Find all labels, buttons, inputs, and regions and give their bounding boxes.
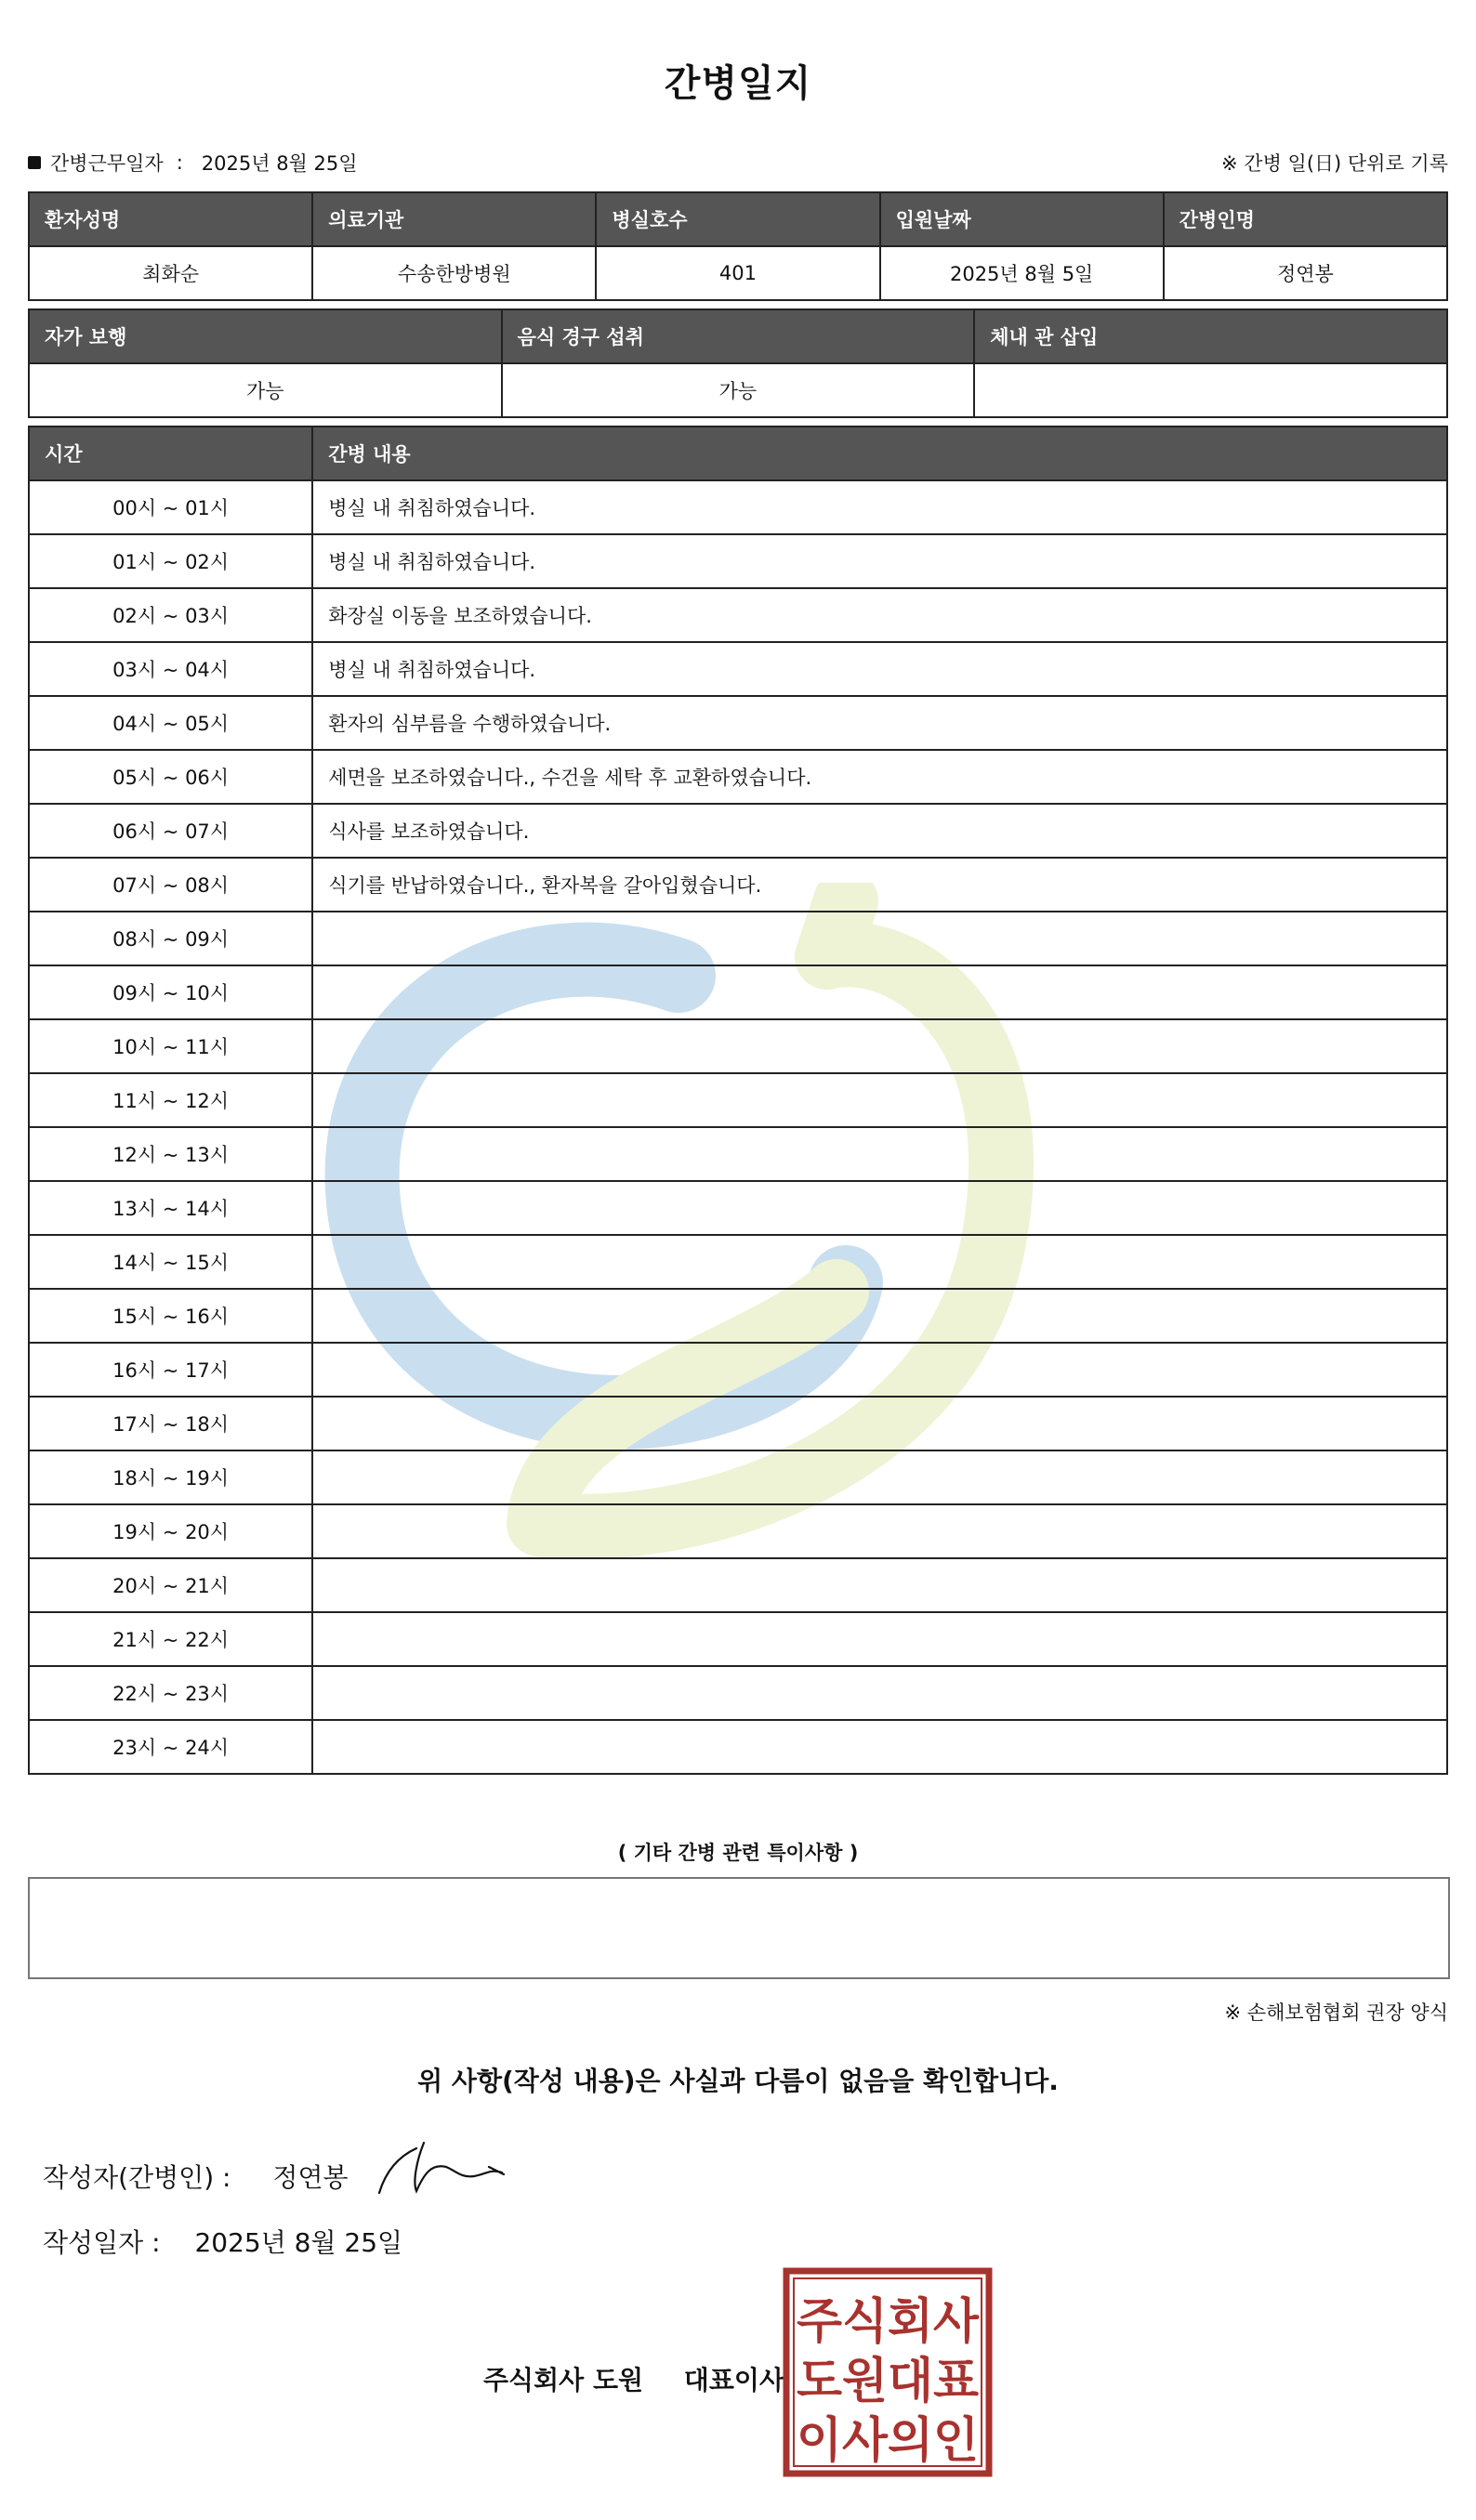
header-hospital: 의료기관 <box>312 192 596 246</box>
header-oral-intake: 음식 경구 섭취 <box>502 309 975 363</box>
self-walking-value: 가능 <box>29 363 502 417</box>
table-row <box>29 1073 1447 1127</box>
time-cell: 18시 ~ 19시 <box>29 1450 312 1504</box>
seal-text-line: 도원대표 <box>797 2354 979 2409</box>
patient-info-table <box>28 191 1448 301</box>
time-cell: 19시 ~ 20시 <box>29 1504 312 1558</box>
time-cell: 08시 ~ 09시 <box>29 912 312 965</box>
company-line <box>483 2360 784 2397</box>
content-cell <box>312 1450 1447 1504</box>
patient-info-header-row <box>29 192 1447 246</box>
company-name: 주식회사 도원 <box>483 2365 644 2395</box>
content-cell <box>312 1019 1447 1073</box>
time-cell: 20시 ~ 21시 <box>29 1558 312 1612</box>
table-row <box>29 858 1447 912</box>
content-cell: 병실 내 취침하였습니다. <box>312 534 1447 588</box>
content-cell <box>312 1720 1447 1774</box>
time-cell: 21시 ~ 22시 <box>29 1612 312 1666</box>
time-cell: 13시 ~ 14시 <box>29 1181 312 1235</box>
header-care-content: 간병 내용 <box>312 427 1447 480</box>
time-cell: 05시 ~ 06시 <box>29 750 312 804</box>
content-cell <box>312 1181 1447 1235</box>
header-tube-insertion: 체내 관 삽입 <box>974 309 1447 363</box>
header-self-walking: 자가 보행 <box>29 309 502 363</box>
written-date-line <box>43 2223 402 2260</box>
time-cell: 14시 ~ 15시 <box>29 1235 312 1289</box>
table-row <box>29 534 1447 588</box>
table-row <box>29 1720 1447 1774</box>
care-log-body <box>29 480 1447 1774</box>
content-cell <box>312 1397 1447 1450</box>
admission-date-value: 2025년 8월 5일 <box>880 246 1164 300</box>
work-date-value: 2025년 8월 25일 <box>201 152 358 175</box>
caregiver-name-value: 정연봉 <box>1164 246 1447 300</box>
content-cell: 병실 내 취침하였습니다. <box>312 642 1447 696</box>
content-cell <box>312 965 1447 1019</box>
status-header-row <box>29 309 1447 363</box>
patient-status-table <box>28 308 1448 418</box>
status-value-row <box>29 363 1447 417</box>
care-log-header-row <box>29 427 1447 480</box>
work-date <box>28 149 358 177</box>
table-row <box>29 1343 1447 1397</box>
table-row <box>29 1558 1447 1612</box>
time-cell: 03시 ~ 04시 <box>29 642 312 696</box>
content-cell <box>312 1127 1447 1181</box>
patient-info-value-row <box>29 246 1447 300</box>
content-cell <box>312 1504 1447 1558</box>
content-cell: 화장실 이동을 보조하였습니다. <box>312 588 1447 642</box>
notes-title: ( 기타 간병 관련 특이사항 ) <box>617 1842 859 1864</box>
time-cell: 06시 ~ 07시 <box>29 804 312 858</box>
time-cell: 16시 ~ 17시 <box>29 1343 312 1397</box>
content-cell <box>312 1558 1447 1612</box>
time-cell: 09시 ~ 10시 <box>29 965 312 1019</box>
time-cell: 15시 ~ 16시 <box>29 1289 312 1343</box>
oral-intake-value: 가능 <box>502 363 975 417</box>
table-row <box>29 965 1447 1019</box>
notes-box <box>28 1877 1450 1979</box>
seal-text-line: 이사의인 <box>797 2413 979 2469</box>
time-cell: 10시 ~ 11시 <box>29 1019 312 1073</box>
writer-line <box>43 2158 349 2195</box>
unit-note: ※ 간병 일(日) 단위로 기록 <box>1221 152 1448 175</box>
content-cell <box>312 1289 1447 1343</box>
content-cell <box>312 1073 1447 1127</box>
header-admission-date: 입원날짜 <box>880 192 1164 246</box>
writer-name: 정연봉 <box>272 2162 349 2193</box>
time-cell: 11시 ~ 12시 <box>29 1073 312 1127</box>
table-row <box>29 1450 1447 1504</box>
table-row <box>29 1397 1447 1450</box>
time-cell: 01시 ~ 02시 <box>29 534 312 588</box>
signature-icon <box>372 2130 511 2204</box>
hospital-value: 수송한방병원 <box>312 246 596 300</box>
room-number-value: 401 <box>596 246 879 300</box>
header-time: 시간 <box>29 427 312 480</box>
table-row <box>29 1289 1447 1343</box>
recommendation-note: ※ 손해보험협회 권장 양식 <box>1224 2002 1448 2024</box>
table-row <box>29 1235 1447 1289</box>
content-cell <box>312 912 1447 965</box>
table-row <box>29 750 1447 804</box>
company-ceo-title: 대표이사 <box>683 2365 784 2395</box>
time-cell: 12시 ~ 13시 <box>29 1127 312 1181</box>
time-cell: 00시 ~ 01시 <box>29 480 312 534</box>
table-row <box>29 1019 1447 1073</box>
table-row <box>29 1666 1447 1720</box>
table-row <box>29 1504 1447 1558</box>
content-cell: 식사를 보조하였습니다. <box>312 804 1447 858</box>
time-cell: 07시 ~ 08시 <box>29 858 312 912</box>
content-cell: 세면을 보조하였습니다., 수건을 세탁 후 교환하였습니다. <box>312 750 1447 804</box>
written-date-label: 작성일자 : <box>43 2227 161 2258</box>
content-cell <box>312 1343 1447 1397</box>
table-row <box>29 1127 1447 1181</box>
time-cell: 02시 ~ 03시 <box>29 588 312 642</box>
time-cell: 04시 ~ 05시 <box>29 696 312 750</box>
company-seal-icon <box>783 2267 993 2477</box>
content-cell <box>312 1235 1447 1289</box>
time-cell: 23시 ~ 24시 <box>29 1720 312 1774</box>
time-cell: 17시 ~ 18시 <box>29 1397 312 1450</box>
tube-insertion-value <box>974 363 1447 417</box>
table-row <box>29 696 1447 750</box>
square-bullet-icon <box>28 156 41 169</box>
written-date-value: 2025년 8월 25일 <box>194 2227 403 2258</box>
work-date-label: 간병근무일자 <box>50 152 164 175</box>
table-row <box>29 588 1447 642</box>
patient-name-value: 최화순 <box>29 246 312 300</box>
page-title: 간병일지 <box>664 62 812 105</box>
content-cell: 병실 내 취침하였습니다. <box>312 480 1447 534</box>
table-row <box>29 1181 1447 1235</box>
writer-label: 작성자(간병인) : <box>43 2162 231 2193</box>
content-cell <box>312 1666 1447 1720</box>
table-row <box>29 642 1447 696</box>
time-cell: 22시 ~ 23시 <box>29 1666 312 1720</box>
work-date-separator: : <box>176 151 183 174</box>
header-patient-name: 환자성명 <box>29 192 312 246</box>
table-row <box>29 1612 1447 1666</box>
content-cell <box>312 1612 1447 1666</box>
header-room-number: 병실호수 <box>596 192 879 246</box>
confirmation-statement: 위 사항(작성 내용)은 사실과 다름이 없음을 확인합니다. <box>417 2066 1059 2096</box>
table-row <box>29 804 1447 858</box>
table-row <box>29 912 1447 965</box>
header-caregiver-name: 간병인명 <box>1164 192 1447 246</box>
seal-text-line: 주식회사 <box>797 2294 980 2350</box>
content-cell: 환자의 심부름을 수행하였습니다. <box>312 696 1447 750</box>
content-cell: 식기를 반납하였습니다., 환자복을 갈아입혔습니다. <box>312 858 1447 912</box>
table-row <box>29 480 1447 534</box>
care-log-table <box>28 426 1448 1775</box>
